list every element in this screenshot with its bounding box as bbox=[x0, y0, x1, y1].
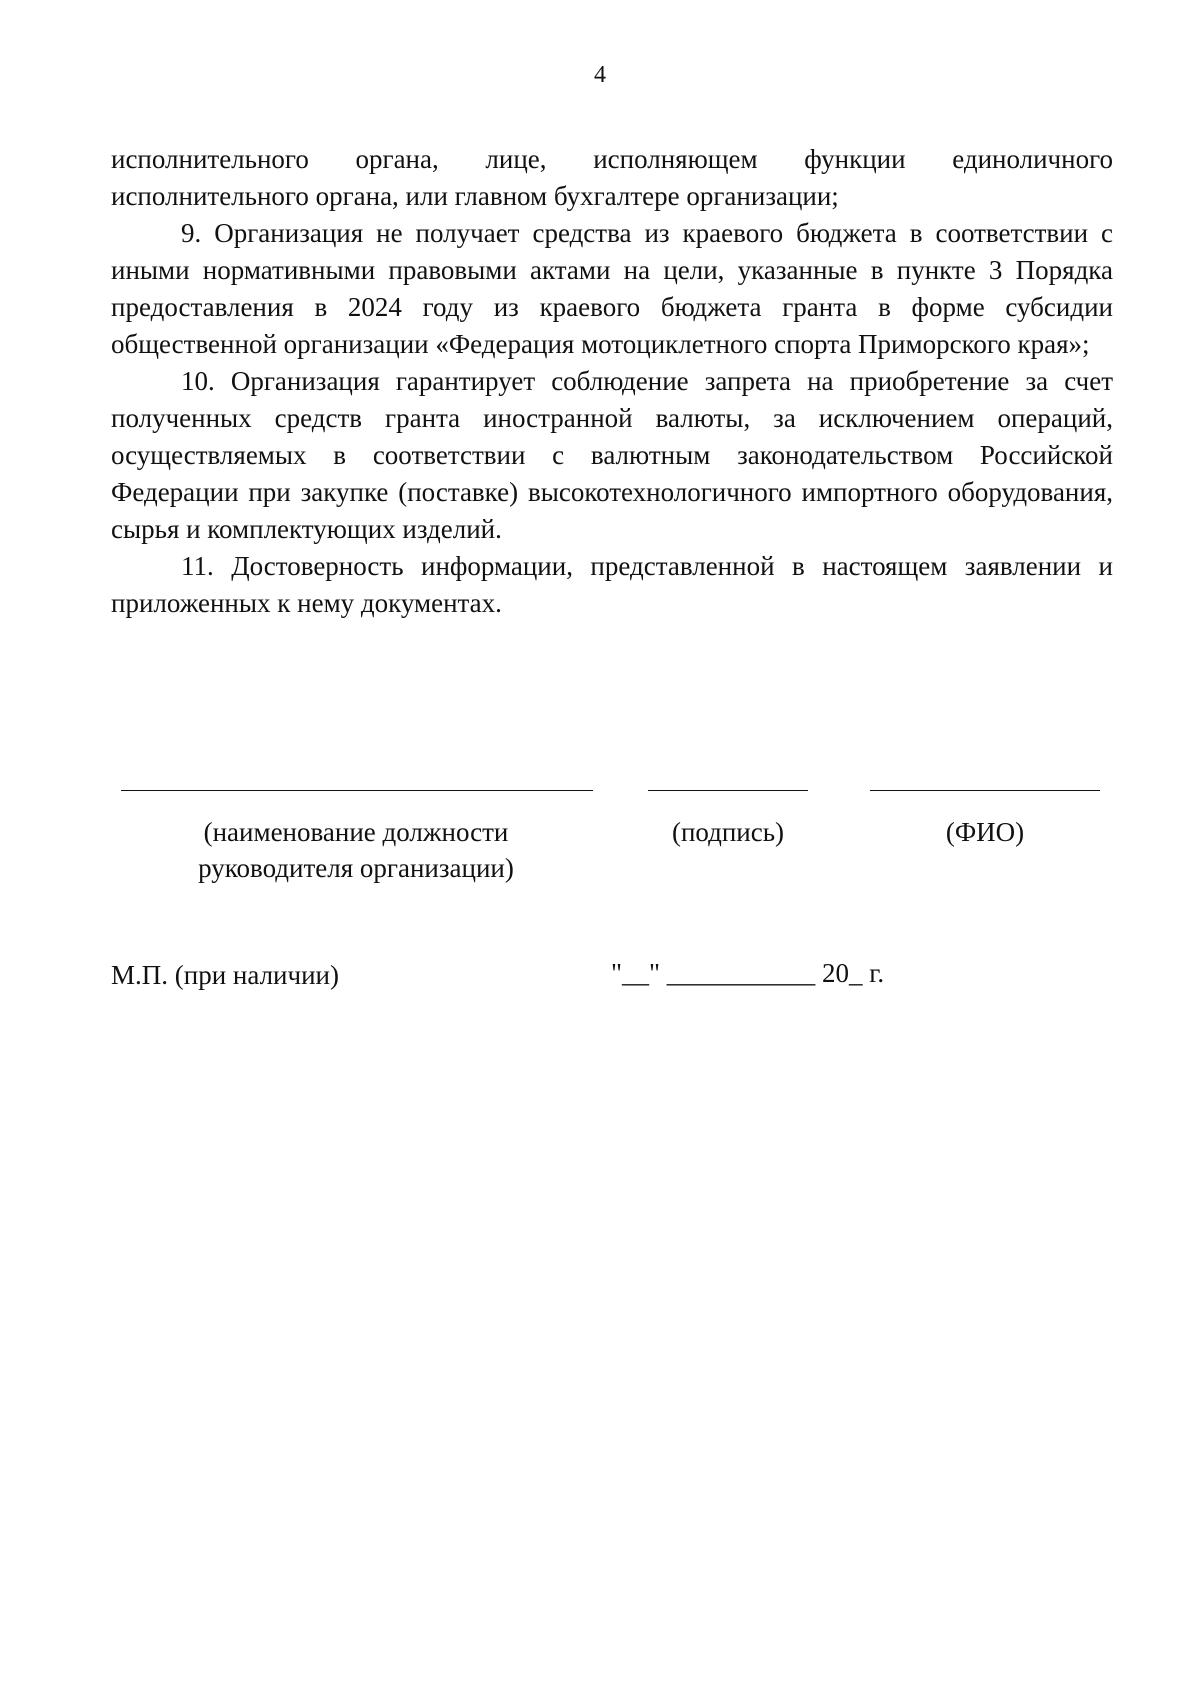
signature-line bbox=[648, 790, 808, 791]
position-caption-line-2: руководителя организации) bbox=[198, 853, 514, 883]
stamp-note: М.П. (при наличии) bbox=[111, 960, 339, 990]
date-line: "__" ___________ 20_ г. bbox=[611, 958, 885, 988]
paragraph-continuation: исполнительного органа, лице, исполняющем функции единоличного исполнительного органа, или главном бухгалтере организации; bbox=[111, 144, 1113, 211]
full-name-line bbox=[870, 790, 1100, 791]
full-name-caption: (ФИО) bbox=[945, 817, 1025, 847]
paragraph-item-11: 11. Достоверность информации, представленной в настоящем заявлении и приложенных к нему документах. bbox=[111, 551, 1113, 618]
position-signature-line bbox=[121, 790, 593, 791]
position-caption-line-1: (наименование должности bbox=[203, 817, 509, 847]
position-caption bbox=[170, 814, 542, 886]
page-number: 4 bbox=[594, 62, 606, 88]
document-body bbox=[111, 141, 1113, 622]
paragraph-item-10: 10. Организация гарантирует соблюдение запрета на приобретение за счет полученных средств гранта иностранной валюты, за исключением операций, осуществляемых в соответствии с валютным законодательством Российской Федерации при закупке (поставке) высокотехнологичного импортного оборудования, сырья и комплектующих изделий. bbox=[111, 366, 1113, 544]
signature-caption: (подпись) bbox=[671, 817, 785, 847]
paragraph-item-9: 9. Организация не получает средства из краевого бюджета в соответствии с иными нормативными правовыми актами на цели, указанные в пункте 3 Порядка предоставления в 2024 году из краевого бюджета гранта в форме субсидии общественной организации «Федерация мотоциклетного спорта Приморского края»; bbox=[111, 218, 1113, 359]
